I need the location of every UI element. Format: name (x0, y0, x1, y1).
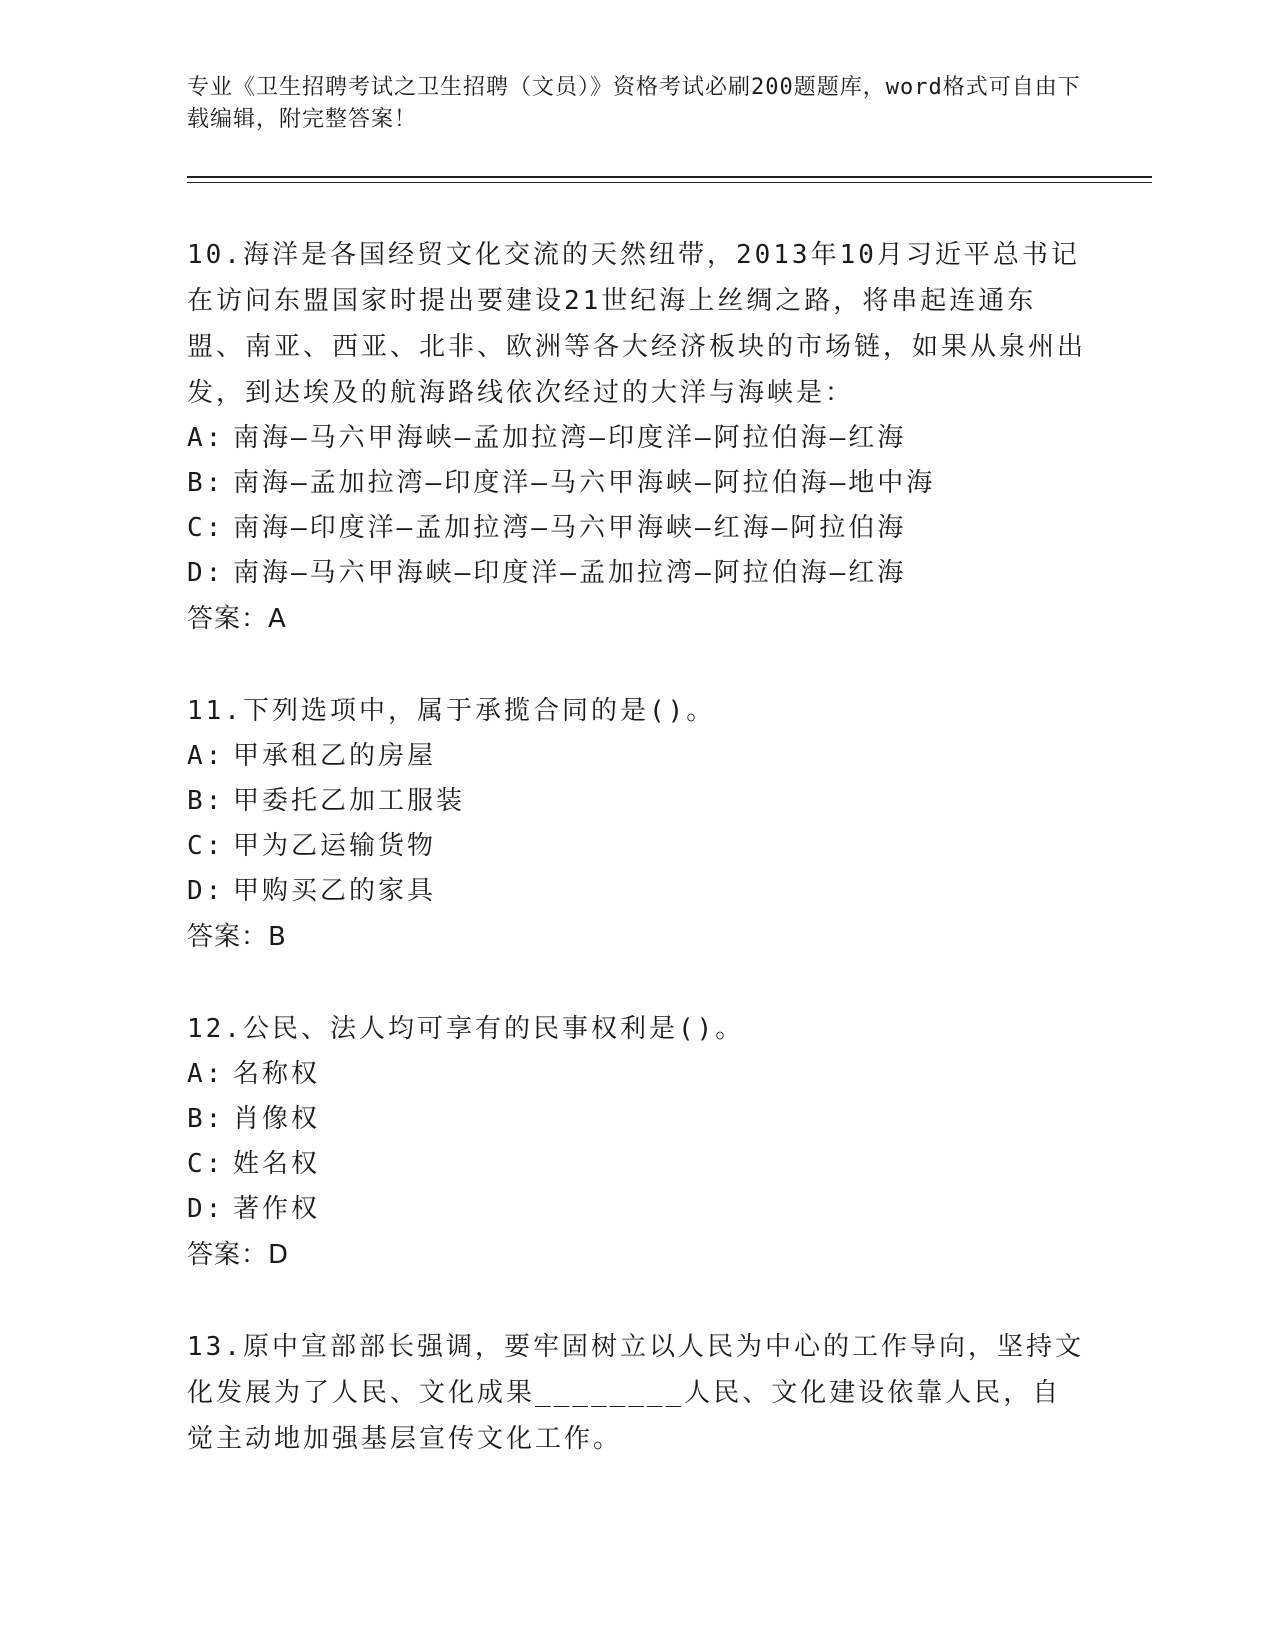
question-11 (187, 688, 1087, 960)
option-key: C: (187, 1149, 225, 1179)
option-key: A: (187, 1059, 225, 1089)
option-a (187, 416, 1087, 461)
answer-line (187, 596, 1087, 642)
option-d (187, 869, 1087, 914)
option-key: C: (187, 831, 225, 861)
option-key: D: (187, 876, 225, 906)
question-text: 12.公民、法人均可享有的民事权利是()。 (187, 1014, 745, 1044)
option-b (187, 461, 1087, 506)
option-a (187, 1052, 1087, 1097)
option-key: A: (187, 741, 225, 771)
option-text: 名称权 (233, 1059, 321, 1089)
answer-line (187, 914, 1087, 960)
answer-label: 答案： (187, 1240, 269, 1270)
option-text: 甲委托乙加工服装 (233, 786, 466, 816)
option-text: 南海—马六甲海峡—孟加拉湾—印度洋—阿拉伯海—红海 (233, 423, 907, 453)
option-d (187, 1187, 1087, 1232)
option-text: 甲为乙运输货物 (233, 831, 437, 861)
header-divider-thin (187, 182, 1152, 183)
answer-label: 答案： (187, 604, 269, 634)
option-c (187, 824, 1087, 869)
option-c (187, 1142, 1087, 1187)
document-header: 专业《卫生招聘考试之卫生招聘（文员）》资格考试必刷200题题库，word格式可自由下载编辑，附完整答案！ (187, 75, 1081, 132)
answer-line (187, 1232, 1087, 1278)
question-10 (187, 232, 1087, 642)
option-a (187, 734, 1087, 779)
question-13 (187, 1324, 1087, 1462)
option-text: 甲承租乙的房屋 (233, 741, 437, 771)
answer-value: D (268, 1240, 290, 1270)
question-text: 13.原中宣部部长强调，要牢固树立以人民为中心的工作导向，坚持文化发展为了人民、文化成果________人民、文化建设依靠人民，自觉主动地加强基层宣传文化工作。 (187, 1332, 1084, 1454)
option-b (187, 779, 1087, 824)
option-key: C: (187, 513, 225, 543)
option-key: B: (187, 786, 225, 816)
answer-label: 答案： (187, 922, 269, 952)
option-key: D: (187, 1194, 225, 1224)
option-b (187, 1097, 1087, 1142)
option-d (187, 551, 1087, 596)
question-list (187, 232, 1087, 1508)
question-text: 10.海洋是各国经贸文化交流的天然纽带，2013年10月习近平总书记在访问东盟国家时提出要建设21世纪海上丝绸之路，将串起连通东盟、南亚、西亚、北非、欧洲等各大经济板块的市场链，如果从泉州出发，到达埃及的航海路线依次经过的大洋与海峡是： (187, 240, 1087, 408)
option-c (187, 506, 1087, 551)
question-text: 11.下列选项中，属于承揽合同的是()。 (187, 696, 716, 726)
option-text: 肖像权 (233, 1104, 321, 1134)
option-text: 南海—马六甲海峡—印度洋—孟加拉湾—阿拉伯海—红海 (233, 558, 907, 588)
question-12 (187, 1006, 1087, 1278)
answer-value: B (268, 922, 287, 952)
option-text: 甲购买乙的家具 (233, 876, 437, 906)
option-text: 姓名权 (233, 1149, 321, 1179)
option-key: A: (187, 423, 225, 453)
option-key: B: (187, 1104, 225, 1134)
option-text: 著作权 (233, 1194, 321, 1224)
option-text: 南海—孟加拉湾—印度洋—马六甲海峡—阿拉伯海—地中海 (233, 468, 936, 498)
answer-value: A (268, 604, 287, 634)
option-text: 南海—印度洋—孟加拉湾—马六甲海峡—红海—阿拉伯海 (233, 513, 907, 543)
option-key: D: (187, 558, 225, 588)
option-key: B: (187, 468, 225, 498)
header-divider-thick (187, 176, 1152, 178)
